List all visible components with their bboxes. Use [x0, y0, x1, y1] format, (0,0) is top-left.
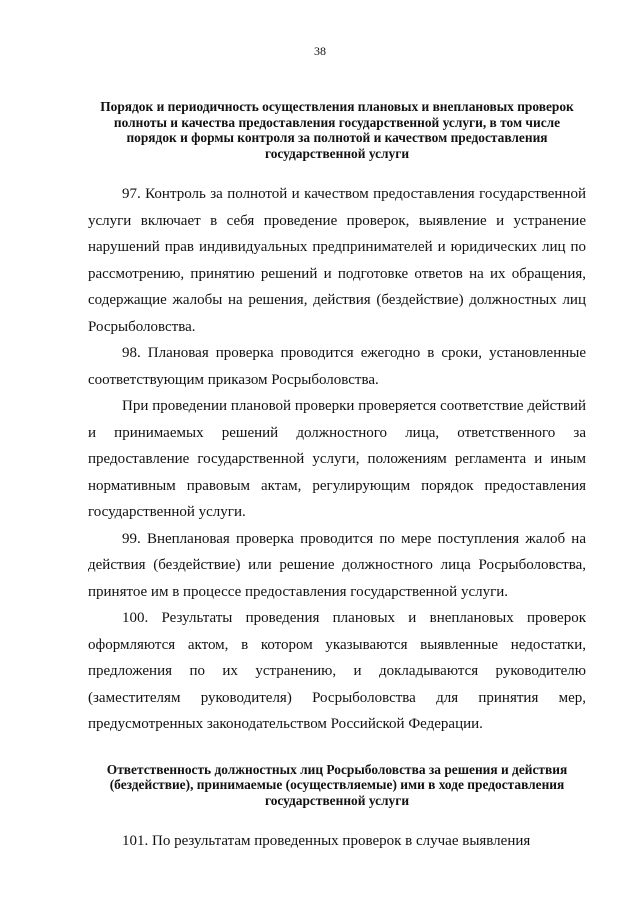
- paragraph-planned-check: При проведении плановой проверки проверяется соответствие действий и принимаемых решений должностного лица, ответственного за предоставление государственной услуги, положениям регламента и иным нормативным правовым актам, регулирующим порядок предоставления государственной услуги.: [88, 398, 586, 520]
- section-heading-control: Порядок и периодичность осуществления плановых и внеплановых проверок полноты и качества предоставления государственной услуги, в том числе порядок и формы контроля за полнотой и качеством предоставления государственной услуги: [100, 99, 574, 161]
- paragraph-100: 100. Результаты проведения плановых и внеплановых проверок оформляются актом, в котором указываются выявленные недостатки, предложения по их устранению, и докладываются руководителю (заместителям руководителя) Росрыболовства для принятия мер, предусмотренных законодательством Российской Федерации.: [88, 610, 586, 732]
- paragraph-101: 101. По результатам проведенных проверок в случае выявления: [122, 833, 531, 849]
- paragraph-99: 99. Внеплановая проверка проводится по мере поступления жалоб на действия (бездействие) или решение должностного лица Росрыболовства, принятое им в процессе предоставления государственной услуги.: [88, 530, 586, 600]
- paragraph-98: 98. Плановая проверка проводится ежегодно в сроки, установленные соответствующим приказом Росрыболовства.: [88, 345, 586, 388]
- page-number: 38: [314, 44, 326, 58]
- section-heading-responsibility: Ответственность должностных лиц Росрыболовства за решения и действия (бездействие), принимаемые (осуществляемые) ими в ходе предоставления государственной услуги: [106, 761, 568, 808]
- paragraph-97: 97. Контроль за полнотой и качеством предоставления государственной услуги включает в себя проведение проверок, выявление и устранение нарушений прав индивидуальных предпринимателей и юридических лиц по рассмотрению, принятию решений и подготовке ответов на их обращения, содержащие жалобы на решения, действия (бездействие) должностных лиц Росрыболовства.: [88, 186, 586, 335]
